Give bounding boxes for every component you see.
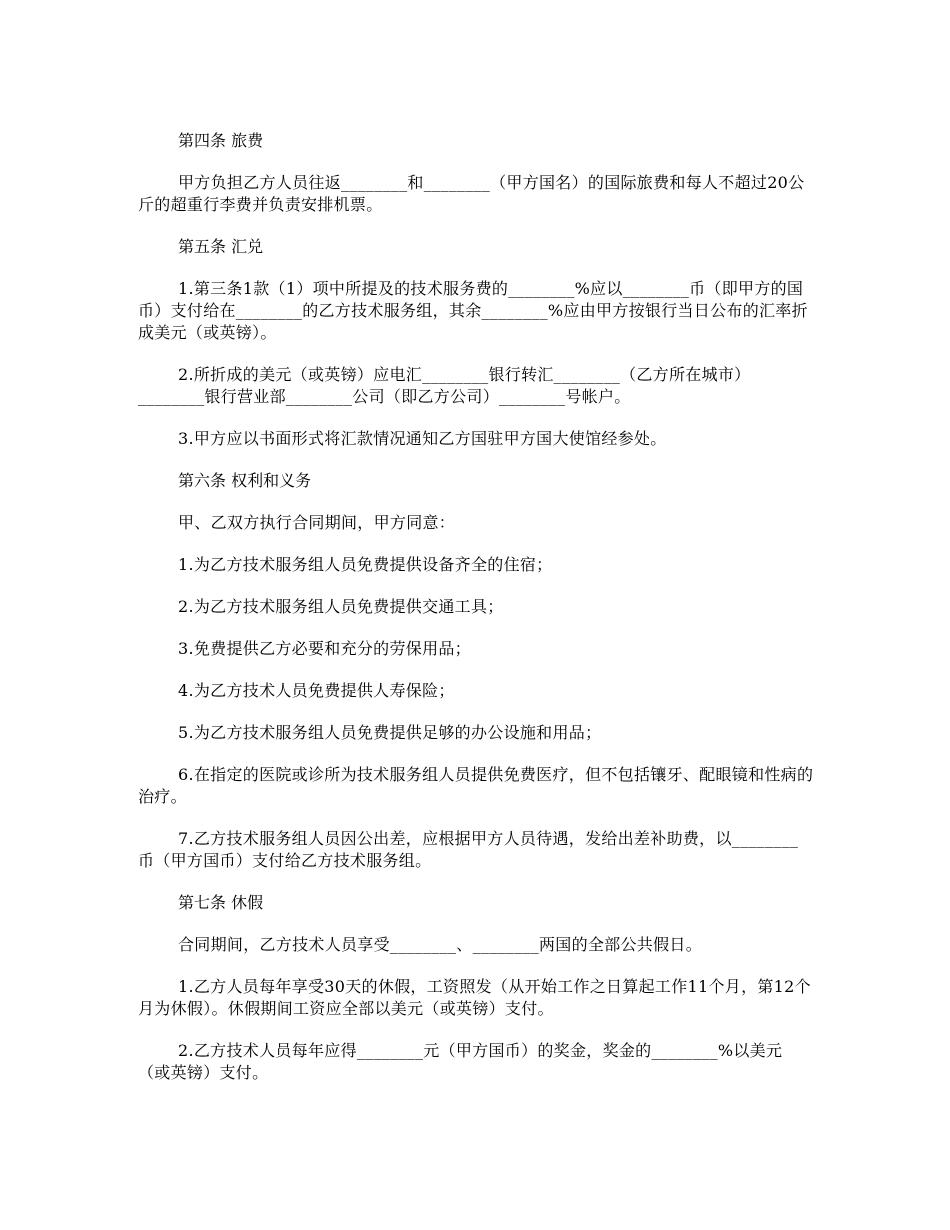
article-5-clause-3: 3.甲方应以书面形式将汇款情况通知乙方国驻甲方国大使馆经参处。: [178, 429, 667, 448]
article-4-heading: 第四条 旅费: [178, 131, 264, 150]
article-7-heading: 第七条 休假: [178, 893, 264, 912]
article-7-intro: 合同期间，乙方技术人员享受________、________两国的全部公共假日。: [178, 935, 703, 954]
article-5-heading: 第五条 汇兑: [178, 237, 264, 256]
article-6-clause-1: 1.为乙方技术服务组人员免费提供设备齐全的住宿；: [178, 555, 553, 574]
article-5-clause-1: 1.第三条1款（1）项中所提及的技术服务费的________%应以________币（即甲方的国币）支付给在________的乙方技术服务组，其余________%应由甲方按银行当日公布的汇率折成美元（或英镑）。: [138, 279, 808, 342]
article-7-clause-2: 2.乙方技术人员每年应得________元（甲方国币）的奖金，奖金的________%以美元（或英镑）支付。: [138, 1041, 783, 1082]
article-6-clause-3: 3.免费提供乙方必要和充分的劳保用品；: [178, 639, 471, 658]
article-6-clause-6: 6.在指定的医院或诊所为技术服务组人员提供免费医疗，但不包括镶牙、配眼镜和性病的治疗。: [138, 765, 814, 806]
article-6-clause-7: 7.乙方技术服务组人员因公出差，应根据甲方人员待遇，发给出差补助费，以________币（甲方国币）支付给乙方技术服务组。: [138, 829, 799, 870]
article-5-clause-2: 2.所折成的美元（或英镑）应电汇________银行转汇________（乙方所在城市）________银行营业部________公司（即乙方公司）________号帐户。: [138, 365, 751, 406]
article-6-clause-5: 5.为乙方技术服务组人员免费提供足够的办公设施和用品；: [178, 723, 602, 742]
article-6-clause-4: 4.为乙方技术人员免费提供人寿保险；: [178, 681, 455, 700]
article-7-clause-1: 1.乙方人员每年享受30天的休假，工资照发（从开始工作之日算起工作11个月，第12个月为休假）。休假期间工资应全部以美元（或英镑）支付。: [138, 977, 811, 1018]
article-6-heading: 第六条 权利和义务: [178, 471, 312, 490]
article-6-intro: 甲、乙双方执行合同期间，甲方同意：: [178, 513, 456, 532]
article-6-clause-2: 2.为乙方技术服务组人员免费提供交通工具；: [178, 597, 504, 616]
document-body: [138, 130, 814, 1104]
article-4-text: 甲方负担乙方人员往返________和________（甲方国名）的国际旅费和每人不超过20公斤的超重行李费并负责安排机票。: [138, 173, 805, 214]
